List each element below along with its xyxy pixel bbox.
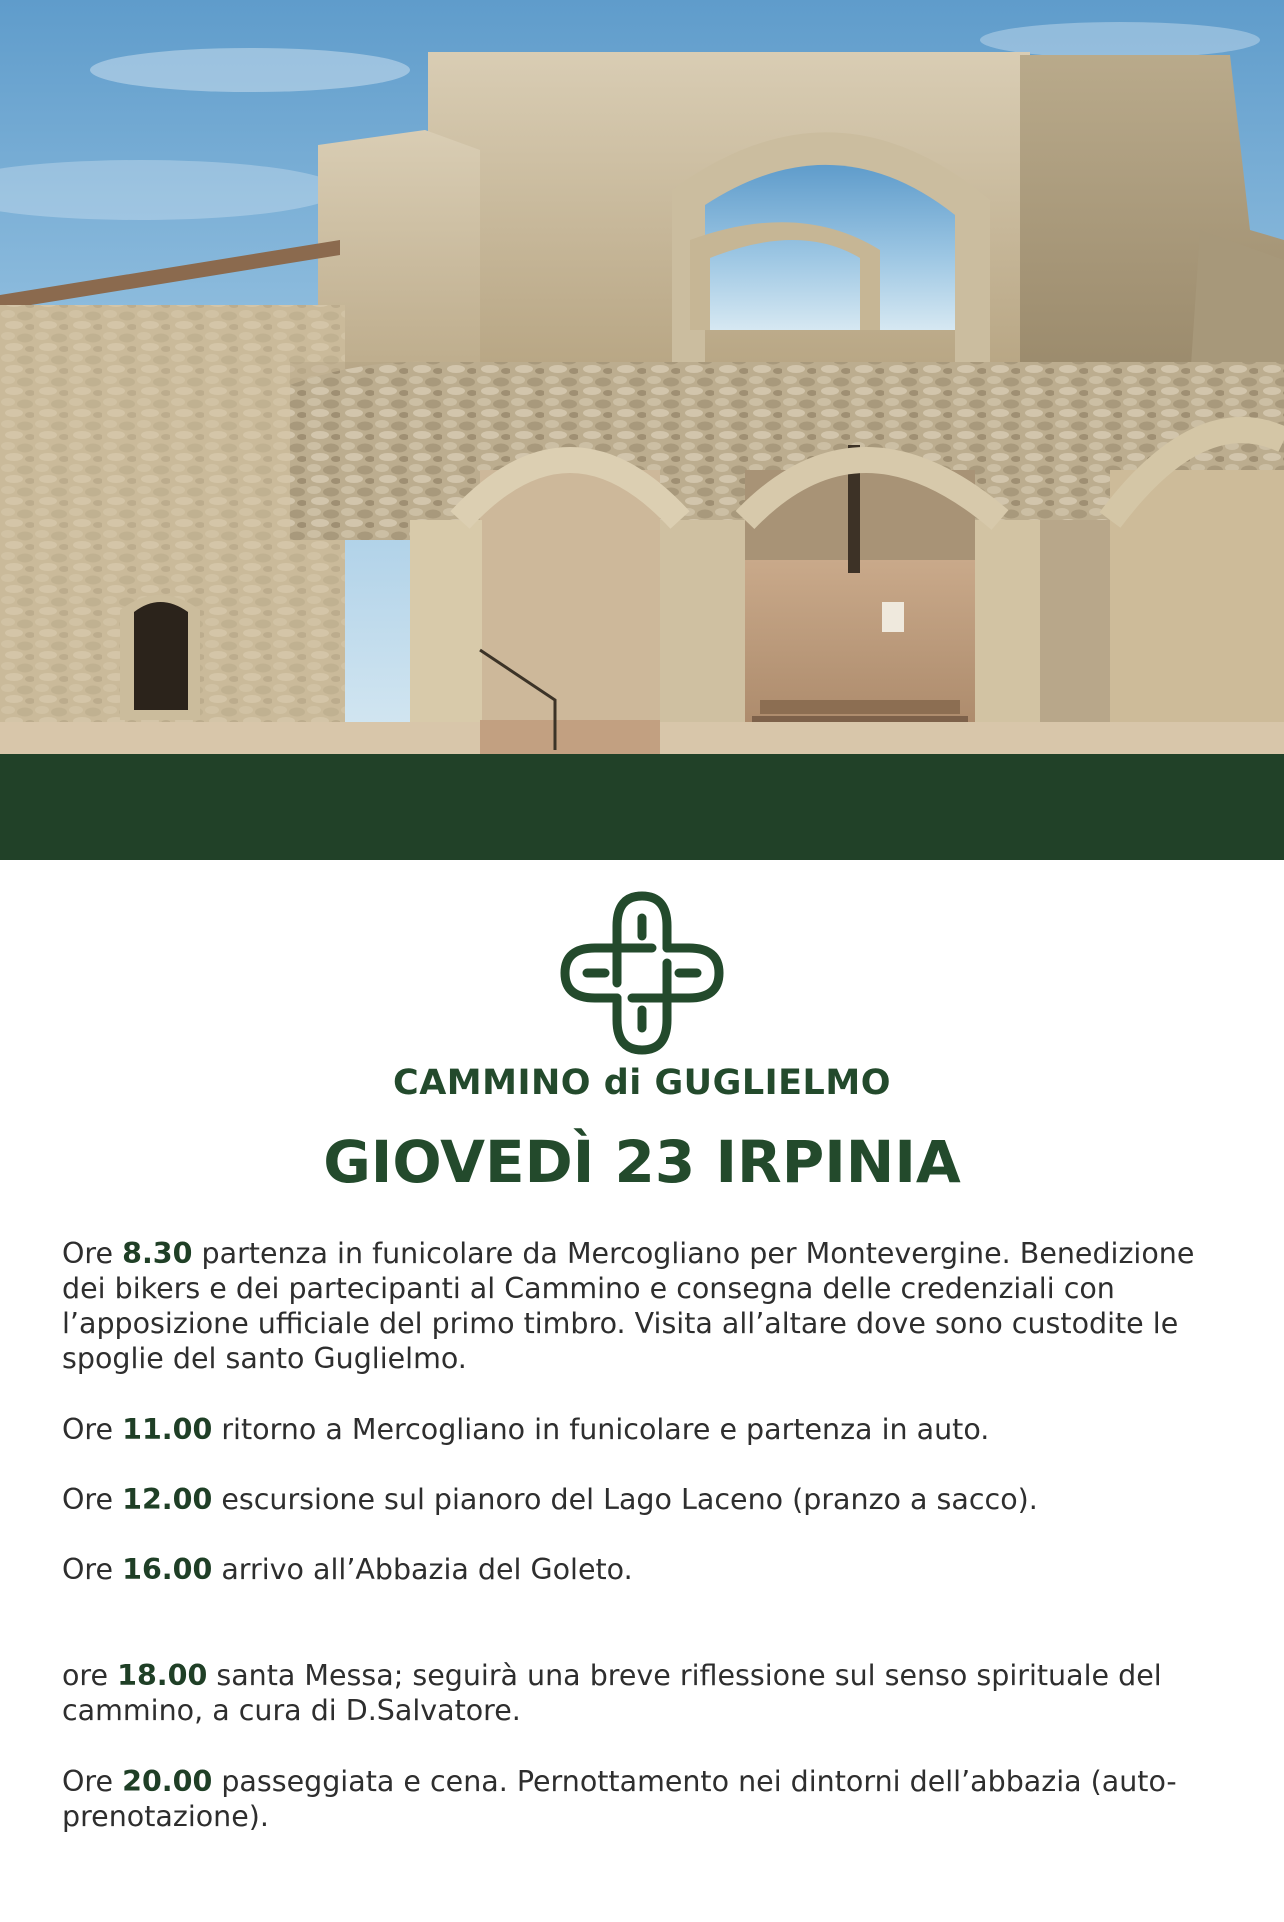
entry-prefix: Ore (62, 1237, 114, 1270)
entry-time: 11.00 (122, 1413, 213, 1446)
event-headline: GIOVEDÌ 23 IRPINIA (323, 1128, 961, 1196)
entry-prefix: Ore (62, 1413, 114, 1446)
entry-time: 16.00 (122, 1553, 213, 1586)
green-band (0, 754, 1284, 860)
entry-prefix: Ore (62, 1765, 114, 1798)
entry-text: escursione sul pianoro del Lago Laceno (pranzo a sacco). (221, 1483, 1038, 1516)
entry-prefix: Ore (62, 1483, 114, 1516)
program-entry (62, 1764, 1232, 1834)
entry-text: partenza in funicolare da Mercogliano per Montevergine. Benedizione dei bikers e dei partecipanti al Cammino e consegna delle credenziali con l’apposizione ufficiale del primo timbro. Visita all’altare dove sono custodite le spoglie del santo Guglielmo. (62, 1237, 1195, 1375)
program-entry (62, 1552, 1232, 1587)
program-entry (62, 1658, 1232, 1728)
cammino-di-guglielmo-logo-icon (557, 888, 727, 1058)
entry-prefix: Ore (62, 1553, 114, 1586)
entry-text: arrivo all’Abbazia del Goleto. (221, 1553, 633, 1586)
brand-name: CAMMINO di GUGLIELMO (393, 1063, 891, 1103)
program-entry (62, 1236, 1232, 1376)
program-entry (62, 1412, 1232, 1447)
entry-time: 8.30 (122, 1237, 193, 1270)
entry-time: 20.00 (122, 1765, 213, 1798)
entry-text: santa Messa; seguirà una breve riflessione sul senso spirituale del cammino, a cura di D.Salvatore. (62, 1659, 1162, 1727)
entry-text: ritorno a Mercogliano in funicolare e partenza in auto. (221, 1413, 990, 1446)
entry-time: 18.00 (117, 1659, 208, 1692)
entry-time: 12.00 (122, 1483, 213, 1516)
program-entry (62, 1482, 1232, 1517)
entry-prefix: ore (62, 1659, 109, 1692)
abbey-ruins-photo (0, 0, 1284, 754)
entry-text: passeggiata e cena. Pernottamento nei dintorni dell’abbazia (auto-prenotazione). (62, 1765, 1177, 1833)
